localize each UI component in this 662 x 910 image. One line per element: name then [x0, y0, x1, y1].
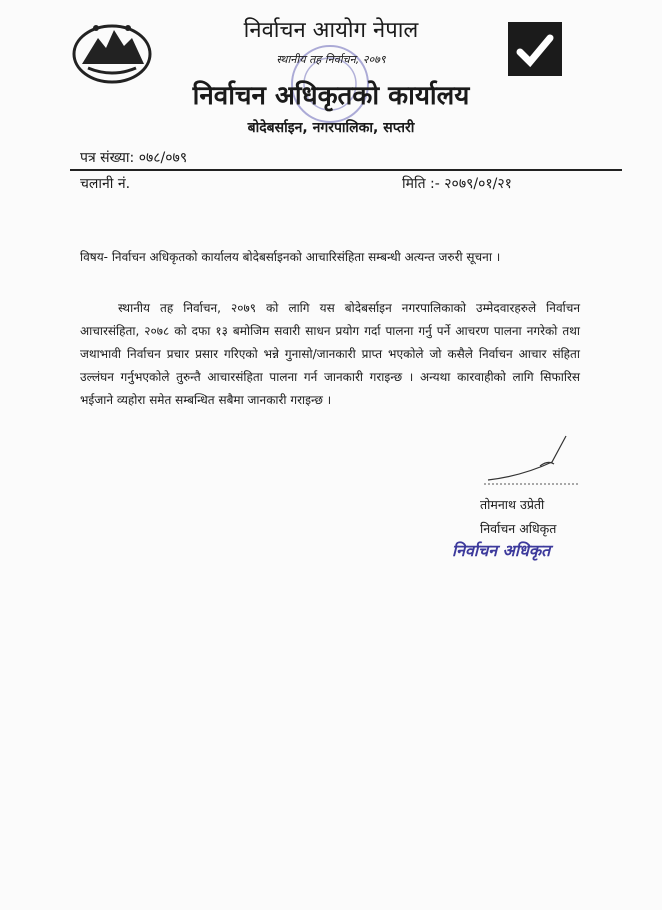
office-address: बोदेबर्साइन, नगरपालिका, सप्तरी	[247, 120, 415, 136]
office-name: निर्वाचन अधिकृतको कार्यालय	[192, 81, 470, 111]
reference-number: पत्र संख्या: ०७८/०७९	[80, 150, 188, 166]
signatory-title: निर्वाचन अधिकृत	[480, 521, 557, 536]
signatory-stamp: निर्वाचन अधिकृत	[452, 541, 551, 560]
signatory-name: तोमनाथ उप्रेती	[480, 497, 545, 512]
letter-date: मिति :- २०७९/०१/२१	[402, 176, 512, 192]
body-paragraph: स्थानीय तह निर्वाचन, २०७९ को लागि यस बोदेबर्साइन नगरपालिकाको उम्मेदवारहरुले निर्वाचन आचारसंहिता, २०७८ को दफा १३ बमोजिम सवारी साधन प्रयोग गर्दा पालना गर्नु पर्ने आचरण पालना नगरेको तथा जथाभावी निर्वाचन प्रचार प्रसार गरिएको भन्ने गुनासो/जानकारी प्राप्त भएकोले जो कसैले निर्वाचन आचार संहिता उल्लंघन गर्नुभएकोले तुरुन्तै आचारसंहिता पालना गर्न जानकारी गराइन्छ । अन्यथा कारवाहीको लागि सिफारिस भईजाने व्यहोरा समेत सम्बन्धित सबैमा जानकारी गराइन्छ ।	[80, 301, 580, 407]
election-title: स्थानीय तह निर्वाचन, २०७९	[276, 53, 386, 66]
dispatch-number: चलानी नं.	[80, 176, 131, 192]
handwritten-signature	[482, 432, 582, 492]
subject-line: विषय- निर्वाचन अधिकृतको कार्यालय बोदेबर्साइनको आचारिसंहिता सम्बन्धी अत्यन्त जरुरी सूचना ।	[80, 250, 501, 264]
header-divider	[70, 169, 622, 171]
commission-name: निर्वाचन आयोग नेपाल	[243, 18, 419, 43]
